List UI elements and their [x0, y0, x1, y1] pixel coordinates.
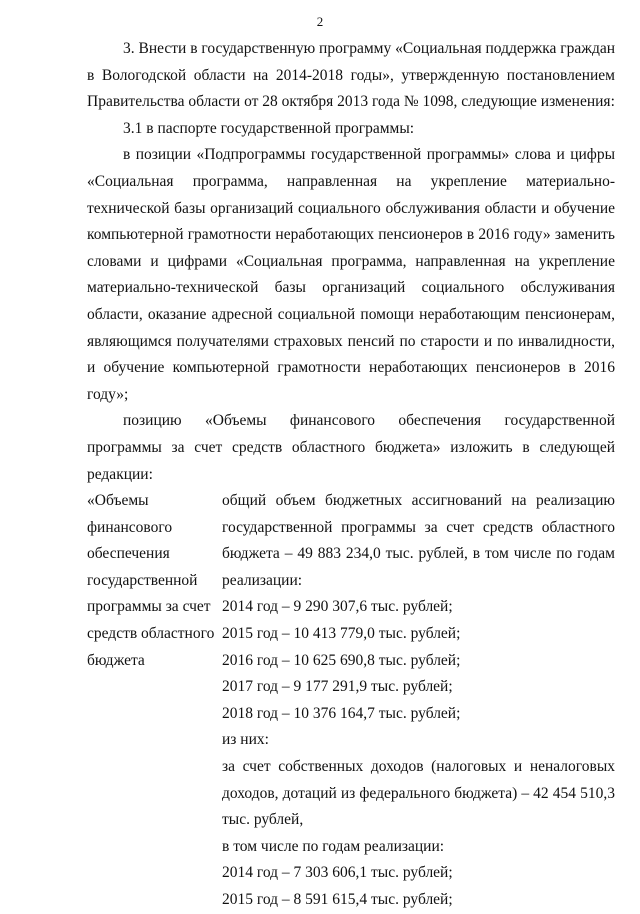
year-total-2018: 2018 год – 10 376 164,7 тыс. рублей; — [222, 704, 461, 722]
financing-value-cell — [222, 488, 615, 914]
paragraph-financing: позицию «Объемы финансового обеспечения государственной программы за счет средств областного бюджета» изложить в следующей редакции: — [87, 412, 615, 483]
year-own-2014: 2014 год – 7 303 606,1 тыс. рублей; — [222, 864, 453, 882]
year-total-2015: 2015 год – 10 413 779,0 тыс. рублей; — [222, 625, 461, 643]
financing-label-cell — [87, 488, 222, 914]
document-body — [87, 36, 615, 914]
year-own-2015: 2015 год – 8 591 615,4 тыс. рублей; — [222, 891, 453, 908]
own-income-total: за счет собственных доходов (налоговых и неналоговых доходов, дотаций из федерального бюджета) – 42 454 510,3 тыс. рублей, — [222, 758, 615, 829]
year-total-2016: 2016 год – 10 625 690,8 тыс. рублей; — [222, 651, 461, 669]
page-number: 2 — [316, 14, 324, 29]
paragraph-subprograms: в позиции «Подпрограммы государственной программы» слова и цифры «Социальная программа, направленная на укрепление материально-технической базы организаций социального обслуживания области и обучение компьютерной грамотности неработающих пенсионеров в 2016 году» заменить словами и цифрами «Социальная программа, направленная на укрепление материально-технической базы организаций социального обслуживания области, оказание адресной социальной помощи неработающим пенсионерам, являющимся получателями страховых пенсий по старости и по инвалидности, и обучение компьютерной грамотности неработающих пенсионеров в 2016 году»; — [87, 146, 615, 403]
paragraph-item-3-1: 3.1 в паспорте государственной программы: — [123, 119, 415, 137]
by-years-label: в том числе по годам реализации: — [222, 837, 445, 855]
financing-label: «Объемы финансового обеспечения государственной программы за счет средств областного бюджета — [87, 492, 215, 669]
of-them-label: из них: — [222, 731, 269, 749]
financing-table — [87, 488, 615, 914]
year-total-2014: 2014 год – 9 290 307,6 тыс. рублей; — [222, 598, 453, 616]
financing-total: общий объем бюджетных ассигнований на реализацию государственной программы за счет средств областного бюджета – 49 883 234,0 тыс. рублей, в том числе по годам реализации: — [222, 492, 615, 589]
year-total-2017: 2017 год – 9 177 291,9 тыс. рублей; — [222, 678, 453, 696]
paragraph-item-3: 3. Внести в государственную программу «Социальная поддержка граждан в Вологодской области на 2014-2018 годы», утвержденную постановлением Правительства области от 28 октября 2013 года № 1098, следующие изменения: — [87, 40, 616, 111]
